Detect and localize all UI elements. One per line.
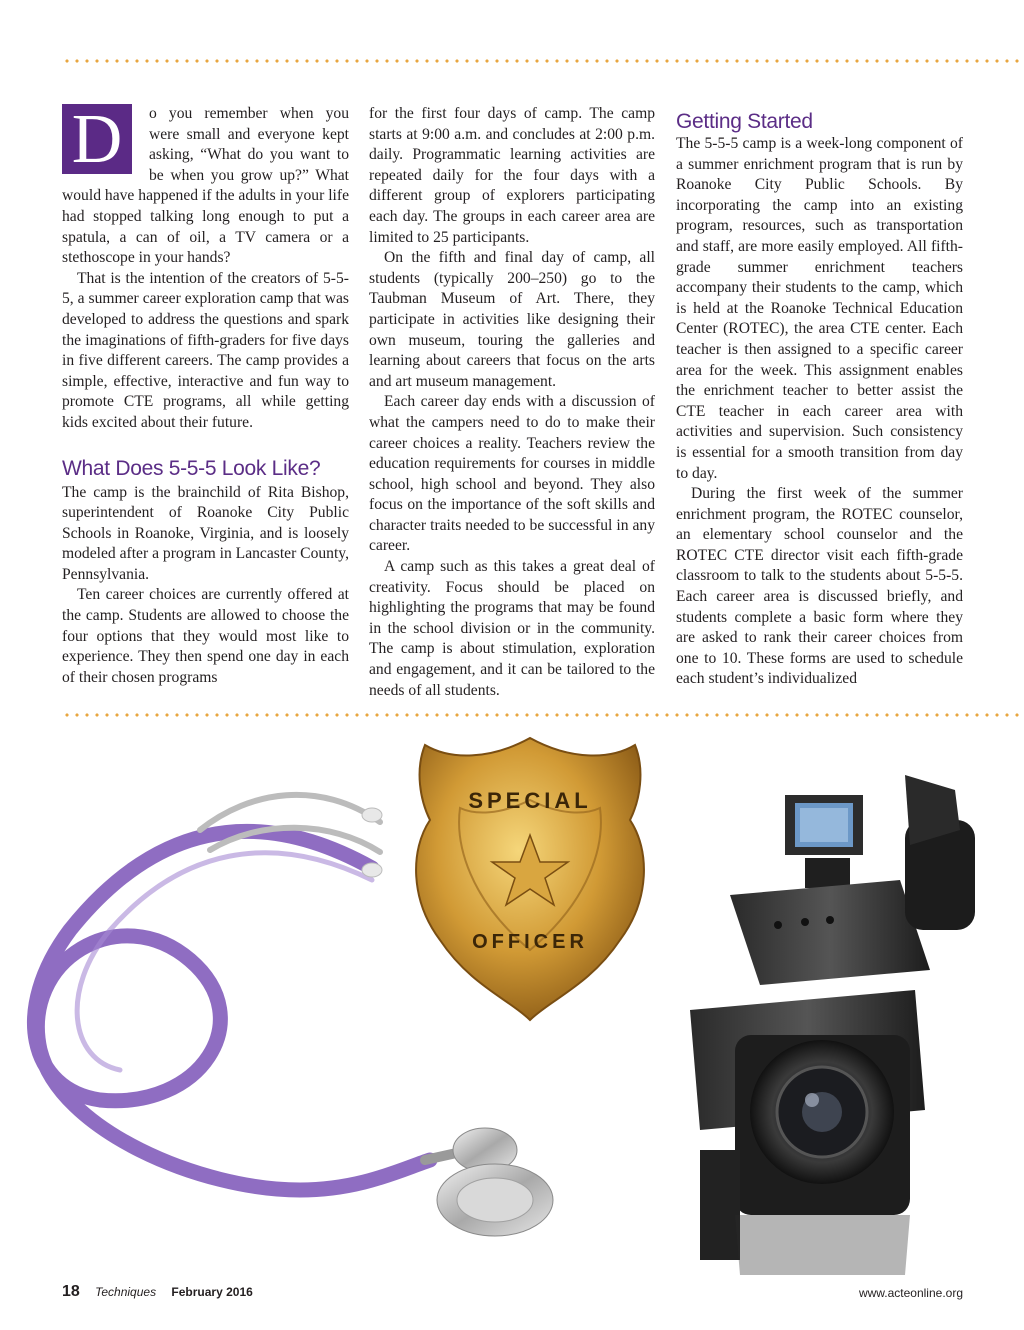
section-heading-look-like: What Does 5-5-5 Look Like? bbox=[62, 456, 321, 480]
page-number: 18 bbox=[62, 1283, 80, 1300]
intro-paragraph-2: That is the intention of the creators of 5-5-5, a summer career exploration camp that was developed to address the questions and spark the imaginations of fifth-graders for five days in five different careers. The camp provides a simple, effective, interactive and fun way to promote CTE programs, all while getting kids excited about their future. bbox=[62, 269, 349, 431]
col3-paragraph-1: The 5-5-5 camp is a week-long component of a summer enrichment program that is run by Roanoke City Public Schools. By incorporating the camp into an existing program, resources, such as transportation and staff, are more easily employed. All fifth-grade summer enrichment teachers accompany their students to the camp, which is held at the Roanoke Technical Education Center (ROTEC), the area CTE center. Each teacher is then assigned to a specific career area for the week. This assignment enables the enrichment teacher to better assist the CTE teacher in each career area with activities and supervision. Such consistency is essential for a smooth transition from day to day. bbox=[676, 135, 963, 482]
section-heading-getting-started: Getting Started bbox=[676, 110, 813, 133]
issue-date: February 2016 bbox=[171, 1285, 253, 1299]
website-url: www.acteonline.org bbox=[858, 1286, 963, 1300]
look-like-paragraph-1: The camp is the brainchild of Rita Bishop, superintendent of Roanoke City Public Schools in Roanoke, Virginia, and is loosely modeled after a program in Lancaster County, Pennsylvania. bbox=[62, 483, 349, 583]
col2-paragraph-3: Each career day ends with a discussion of what the campers need to do to make their career choices a reality. Teachers review the education requirements for courses in middle school, high school and beyond. They also focus on the importance of the soft skills and character traits needed to be successful in any career. bbox=[369, 393, 655, 555]
footer bbox=[62, 1283, 253, 1301]
officer-badge-image bbox=[416, 738, 644, 1020]
col2-paragraph-1: for the first four days of camp. The camp starts at 9:00 a.m. and concludes at 2:00 p.m. daily. Programmatic learning activities are repeated daily for the four days with a different group of explorers participating each day. The groups in each career area are limited to 25 participants. bbox=[369, 105, 655, 246]
video-camera-image bbox=[690, 775, 975, 1275]
badge-top-text: SPECIAL bbox=[468, 788, 592, 813]
magazine-name: Techniques bbox=[95, 1285, 157, 1299]
col2-paragraph-4: A camp such as this takes a great deal of creativity. Focus should be placed on highlighting the programs that may be found in the school division or in the community. The camp is about stimulation, exploration and engagement, and it can be tailored to the needs of all students. bbox=[369, 558, 655, 699]
look-like-paragraph-2: Ten career choices are currently offered at the camp. Students are allowed to choose the four options that they would most like to experience. They then spend one day in each of their chosen programs bbox=[62, 586, 349, 686]
col2-paragraph-2: On the fifth and final day of camp, all students (typically 200–250) go to the Taubman Museum of Art. There, they participate in activities like designing their own museum, touring the galleries and learning about careers that focus on the arts and art museum management. bbox=[369, 249, 655, 390]
badge-bottom-text: OFFICER bbox=[472, 931, 588, 953]
intro-paragraph: o you remember when you were small and everyone kept asking, “What do you want to be when you grow up?” What would have happened if the adults in your life had stopped talking long enough to put a spatula, a can of oil, a TV camera or a stethoscope in your hands? bbox=[62, 105, 349, 267]
drop-cap: D bbox=[62, 104, 132, 174]
col3-paragraph-2: During the first week of the summer enrichment program, the ROTEC counselor, an elementary school counselor and the ROTEC CTE director visit each fifth-grade classroom to talk to the students about 5-5-5. Each career area is discussed briefly, and students complete a basic form where they are asked to rank their career choices from one to 10. These forms are used to schedule each student’s individualized bbox=[676, 485, 963, 688]
